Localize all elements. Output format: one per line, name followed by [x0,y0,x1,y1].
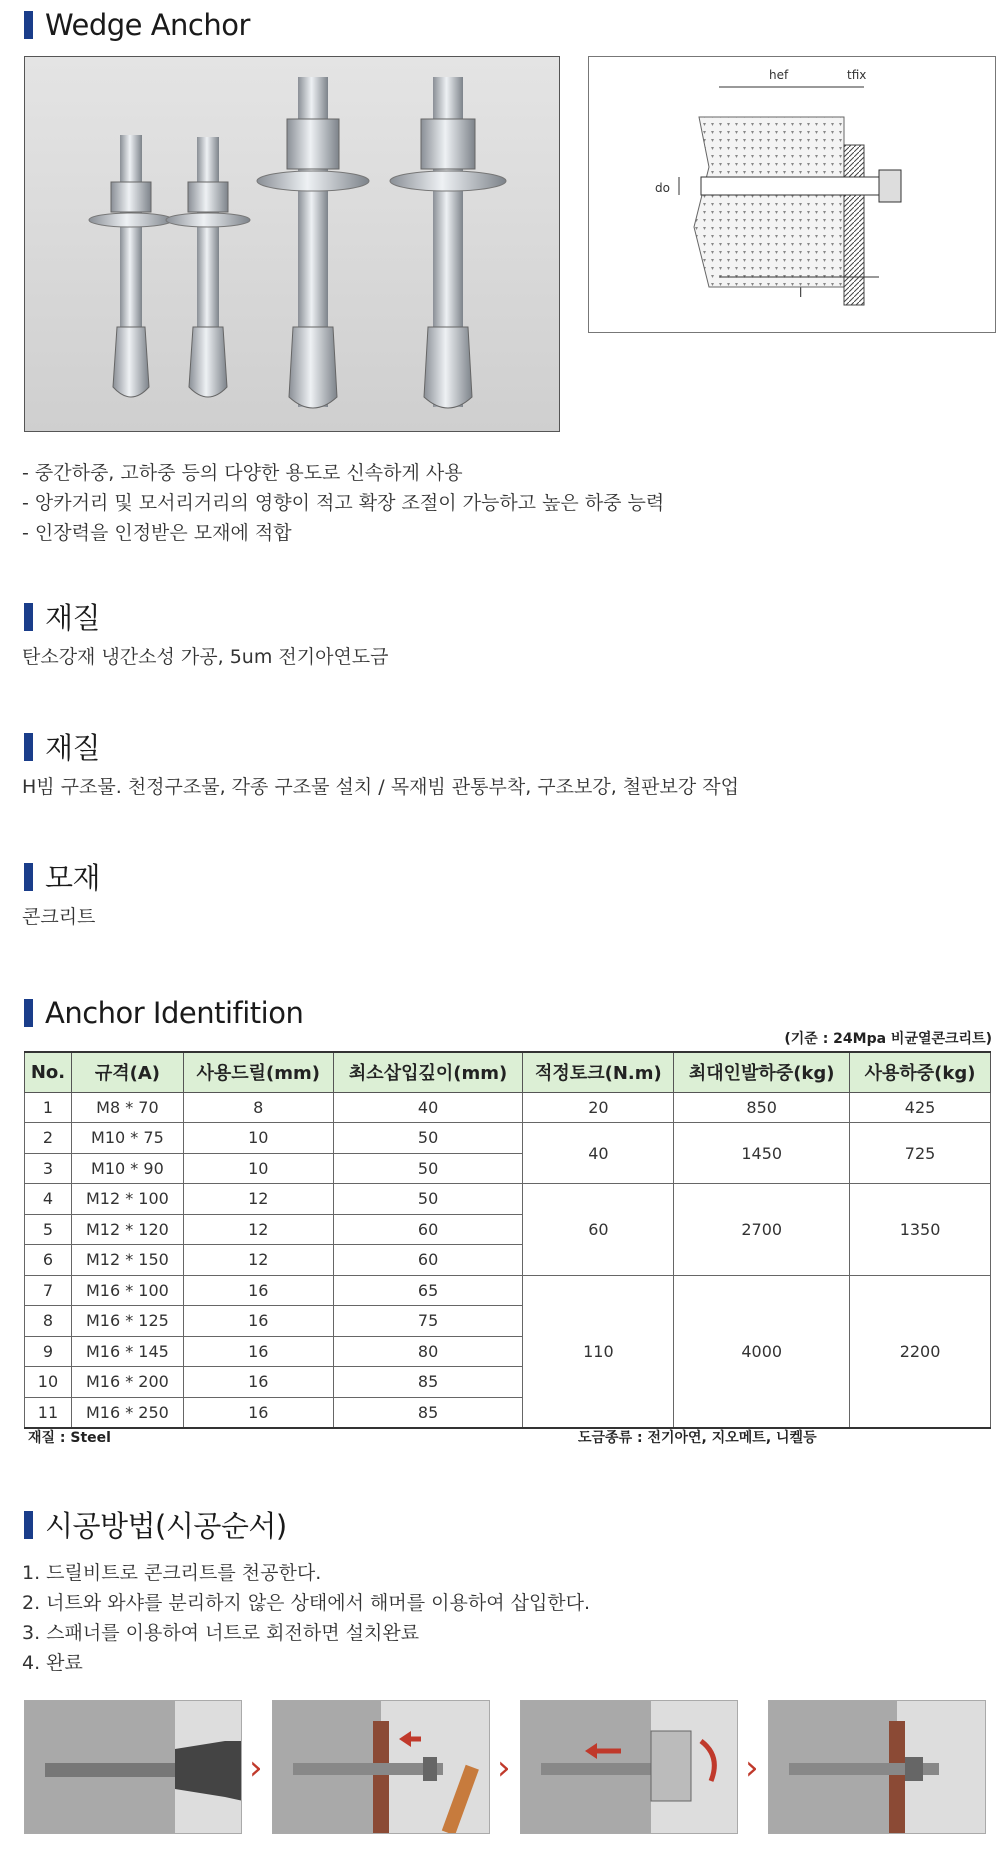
cell-drill: 16 [183,1367,333,1398]
anchor-spec-table [24,1051,991,1429]
material-text: 탄소강재 냉간소성 가공, 5um 전기아연도금 [22,646,389,668]
heading-bar-icon [24,11,33,39]
anchor-bolts-illustration [25,57,560,432]
cell-torque: 60 [523,1184,674,1276]
cell-drill: 16 [183,1336,333,1367]
cell-depth: 40 [333,1092,523,1123]
header-max-pull: 최대인발하중(kg) [674,1052,850,1092]
cell-no: 4 [25,1184,72,1215]
heading-bar-icon [24,863,33,891]
cell-depth: 85 [333,1367,523,1398]
section-heading-anchor-identification [24,996,303,1030]
cell-spec: M16 * 125 [71,1306,183,1337]
heading-text: 재질 [45,601,101,635]
cell-no: 10 [25,1367,72,1398]
cell-max-pull: 4000 [674,1275,850,1428]
heading-text: Wedge Anchor [45,8,250,42]
header-no: No. [25,1052,72,1092]
label-hef: hef [769,68,789,82]
cell-drill: 10 [183,1123,333,1154]
cell-use-load: 425 [850,1092,991,1123]
table-row [25,1184,991,1215]
usage-text: H빔 구조물. 천정구조물, 각종 구조물 설치 / 목재빔 관통부착, 구조보강, 철판보강 작업 [22,776,739,798]
installation-steps [22,1558,590,1678]
step-text: 4. 완료 [22,1652,83,1674]
cell-spec: M12 * 120 [71,1214,183,1245]
heading-bar-icon [24,603,33,631]
cell-no: 7 [25,1275,72,1306]
cell-no: 3 [25,1153,72,1184]
anchor-dimension-diagram [588,56,996,333]
cell-depth: 50 [333,1123,523,1154]
cell-no: 8 [25,1306,72,1337]
cell-use-load: 1350 [850,1184,991,1276]
header-drill: 사용드릴(mm) [183,1052,333,1092]
cell-depth: 85 [333,1397,523,1428]
section-heading-base-material [24,856,100,897]
heading-text: 시공방법(시공순서) [45,1509,287,1543]
base-material-text: 콘크리트 [22,906,96,928]
heading-text: 모재 [45,861,101,895]
step-2-insert-image [272,1700,490,1834]
cell-no: 6 [25,1245,72,1276]
cell-spec: M16 * 250 [71,1397,183,1428]
cell-max-pull: 2700 [674,1184,850,1276]
material-note: 재질 : Steel [28,1430,111,1446]
table-standard-note: (기준 : 24Mpa 비균열콘크리트) [784,1031,992,1047]
heading-text: 재질 [45,731,101,765]
step-3-tighten-image [520,1700,738,1834]
step-1-drilling-image [24,1700,242,1834]
label-tfix: tfix [847,68,867,82]
cell-depth: 60 [333,1245,523,1276]
step-4-complete-image [768,1700,986,1834]
section-heading-installation [24,1504,287,1545]
cell-depth: 50 [333,1184,523,1215]
cell-no: 1 [25,1092,72,1123]
cell-drill: 16 [183,1397,333,1428]
cell-depth: 60 [333,1214,523,1245]
feature-item: - 인장력을 인정받은 모재에 적합 [22,522,292,544]
cell-drill: 12 [183,1214,333,1245]
heading-bar-icon [24,1511,33,1539]
cell-use-load: 2200 [850,1275,991,1428]
header-use-load: 사용하중(kg) [850,1052,991,1092]
heading-bar-icon [24,733,33,761]
cell-depth: 75 [333,1306,523,1337]
heading-bar-icon [24,999,33,1027]
cell-drill: 12 [183,1184,333,1215]
cell-spec: M16 * 200 [71,1367,183,1398]
cell-depth: 65 [333,1275,523,1306]
step-text: 3. 스패너를 이용하여 너트로 회전하면 설치완료 [22,1622,420,1644]
cell-spec: M10 * 75 [71,1123,183,1154]
table-header-row [25,1052,991,1092]
cell-no: 2 [25,1123,72,1154]
table-row [25,1092,991,1123]
step-text: 1. 드릴비트로 콘크리트를 천공한다. [22,1562,322,1584]
step-text: 2. 너트와 와샤를 분리하지 않은 상태에서 해머를 이용하여 삽입한다. [22,1592,591,1614]
cell-depth: 80 [333,1336,523,1367]
plating-note: 도금종류 : 전기아연, 지오메트, 니켈등 [578,1430,817,1446]
table-row [25,1123,991,1154]
cell-spec: M10 * 90 [71,1153,183,1184]
cell-spec: M16 * 100 [71,1275,183,1306]
cell-spec: M8 * 70 [71,1092,183,1123]
cell-no: 11 [25,1397,72,1428]
header-torque: 적정토크(N.m) [523,1052,674,1092]
anchor-product-photo [24,56,560,432]
cell-max-pull: 1450 [674,1123,850,1184]
cell-spec: M12 * 100 [71,1184,183,1215]
cell-no: 5 [25,1214,72,1245]
header-min-depth: 최소삽입깊이(mm) [333,1052,523,1092]
cell-torque: 110 [523,1275,674,1428]
feature-item: - 앙카거리 및 모서리거리의 영향이 적고 확장 조절이 가능하고 높은 하중 능력 [22,492,665,514]
step-arrow-icon: › [249,1748,263,1788]
cell-drill: 16 [183,1275,333,1306]
cell-spec: M16 * 145 [71,1336,183,1367]
label-l: l [799,286,803,300]
heading-text: Anchor Identifition [45,996,304,1030]
section-heading-wedge-anchor [24,8,250,42]
dimension-diagram-svg [589,57,997,334]
section-heading-usage [24,726,100,767]
cell-torque: 40 [523,1123,674,1184]
feature-list [22,458,664,548]
cell-drill: 16 [183,1306,333,1337]
step-arrow-icon: › [745,1748,759,1788]
cell-no: 9 [25,1336,72,1367]
cell-drill: 8 [183,1092,333,1123]
cell-use-load: 725 [850,1123,991,1184]
cell-drill: 12 [183,1245,333,1276]
header-spec: 규격(A) [71,1052,183,1092]
cell-torque: 20 [523,1092,674,1123]
step-arrow-icon: › [497,1748,511,1788]
section-heading-material [24,596,100,637]
cell-spec: M12 * 150 [71,1245,183,1276]
label-do: do [655,181,670,195]
cell-drill: 10 [183,1153,333,1184]
cell-depth: 50 [333,1153,523,1184]
table-row [25,1275,991,1306]
cell-max-pull: 850 [674,1092,850,1123]
feature-item: - 중간하중, 고하중 등의 다양한 용도로 신속하게 사용 [22,462,463,484]
